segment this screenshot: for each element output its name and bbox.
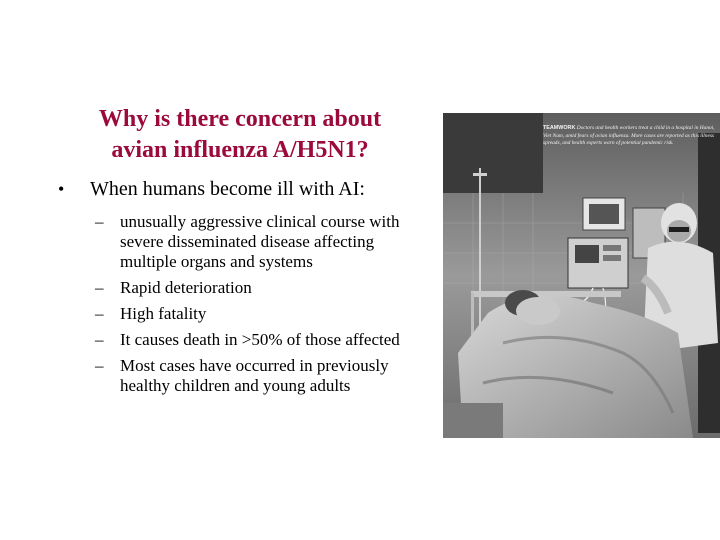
sub-bullet-marker: – — [95, 330, 104, 349]
caption-text: Doctors and health workers treat a child in a hospital in Hanoi, Viet Nam, amid fears of avian influenza. More cases are reported as this illness spreads, and health experts warn of potential pandemic risk. — [543, 125, 715, 146]
sub-bullet-item — [58, 278, 418, 298]
sub-bullet-marker: – — [95, 304, 104, 323]
sub-bullet-item — [58, 212, 418, 272]
sub-bullet-item — [58, 304, 418, 324]
bullet-marker: • — [58, 179, 65, 199]
main-bullet — [58, 178, 418, 200]
photo-caption — [543, 125, 715, 148]
sub-bullet-text: Most cases have occurred in previously healthy children and young adults — [120, 356, 389, 395]
sub-bullet-text: High fatality — [120, 304, 207, 323]
sub-bullet-item — [58, 330, 418, 350]
slide-title — [60, 104, 420, 166]
sub-bullet-marker: – — [95, 278, 104, 297]
sub-bullet-list — [58, 212, 418, 396]
sub-bullet-text: unusually aggressive clinical course with severe disseminated disease affecting multiple organs and systems — [120, 212, 400, 271]
hospital-scene-image — [443, 113, 720, 438]
slide-body — [58, 178, 418, 402]
hospital-photo — [443, 113, 720, 438]
title-line-2: avian influenza A/H5N1? — [111, 137, 369, 163]
sub-bullet-text: Rapid deterioration — [120, 278, 252, 297]
sub-bullet-marker: – — [95, 212, 104, 231]
caption-label: TEAMWORK — [543, 125, 576, 131]
sub-bullet-text: It causes death in >50% of those affected — [120, 330, 400, 349]
title-line-1: Why is there concern about — [98, 106, 382, 132]
main-bullet-text: When humans become ill with AI: — [90, 178, 365, 200]
sub-bullet-item — [58, 356, 418, 396]
sub-bullet-marker: – — [95, 356, 104, 375]
